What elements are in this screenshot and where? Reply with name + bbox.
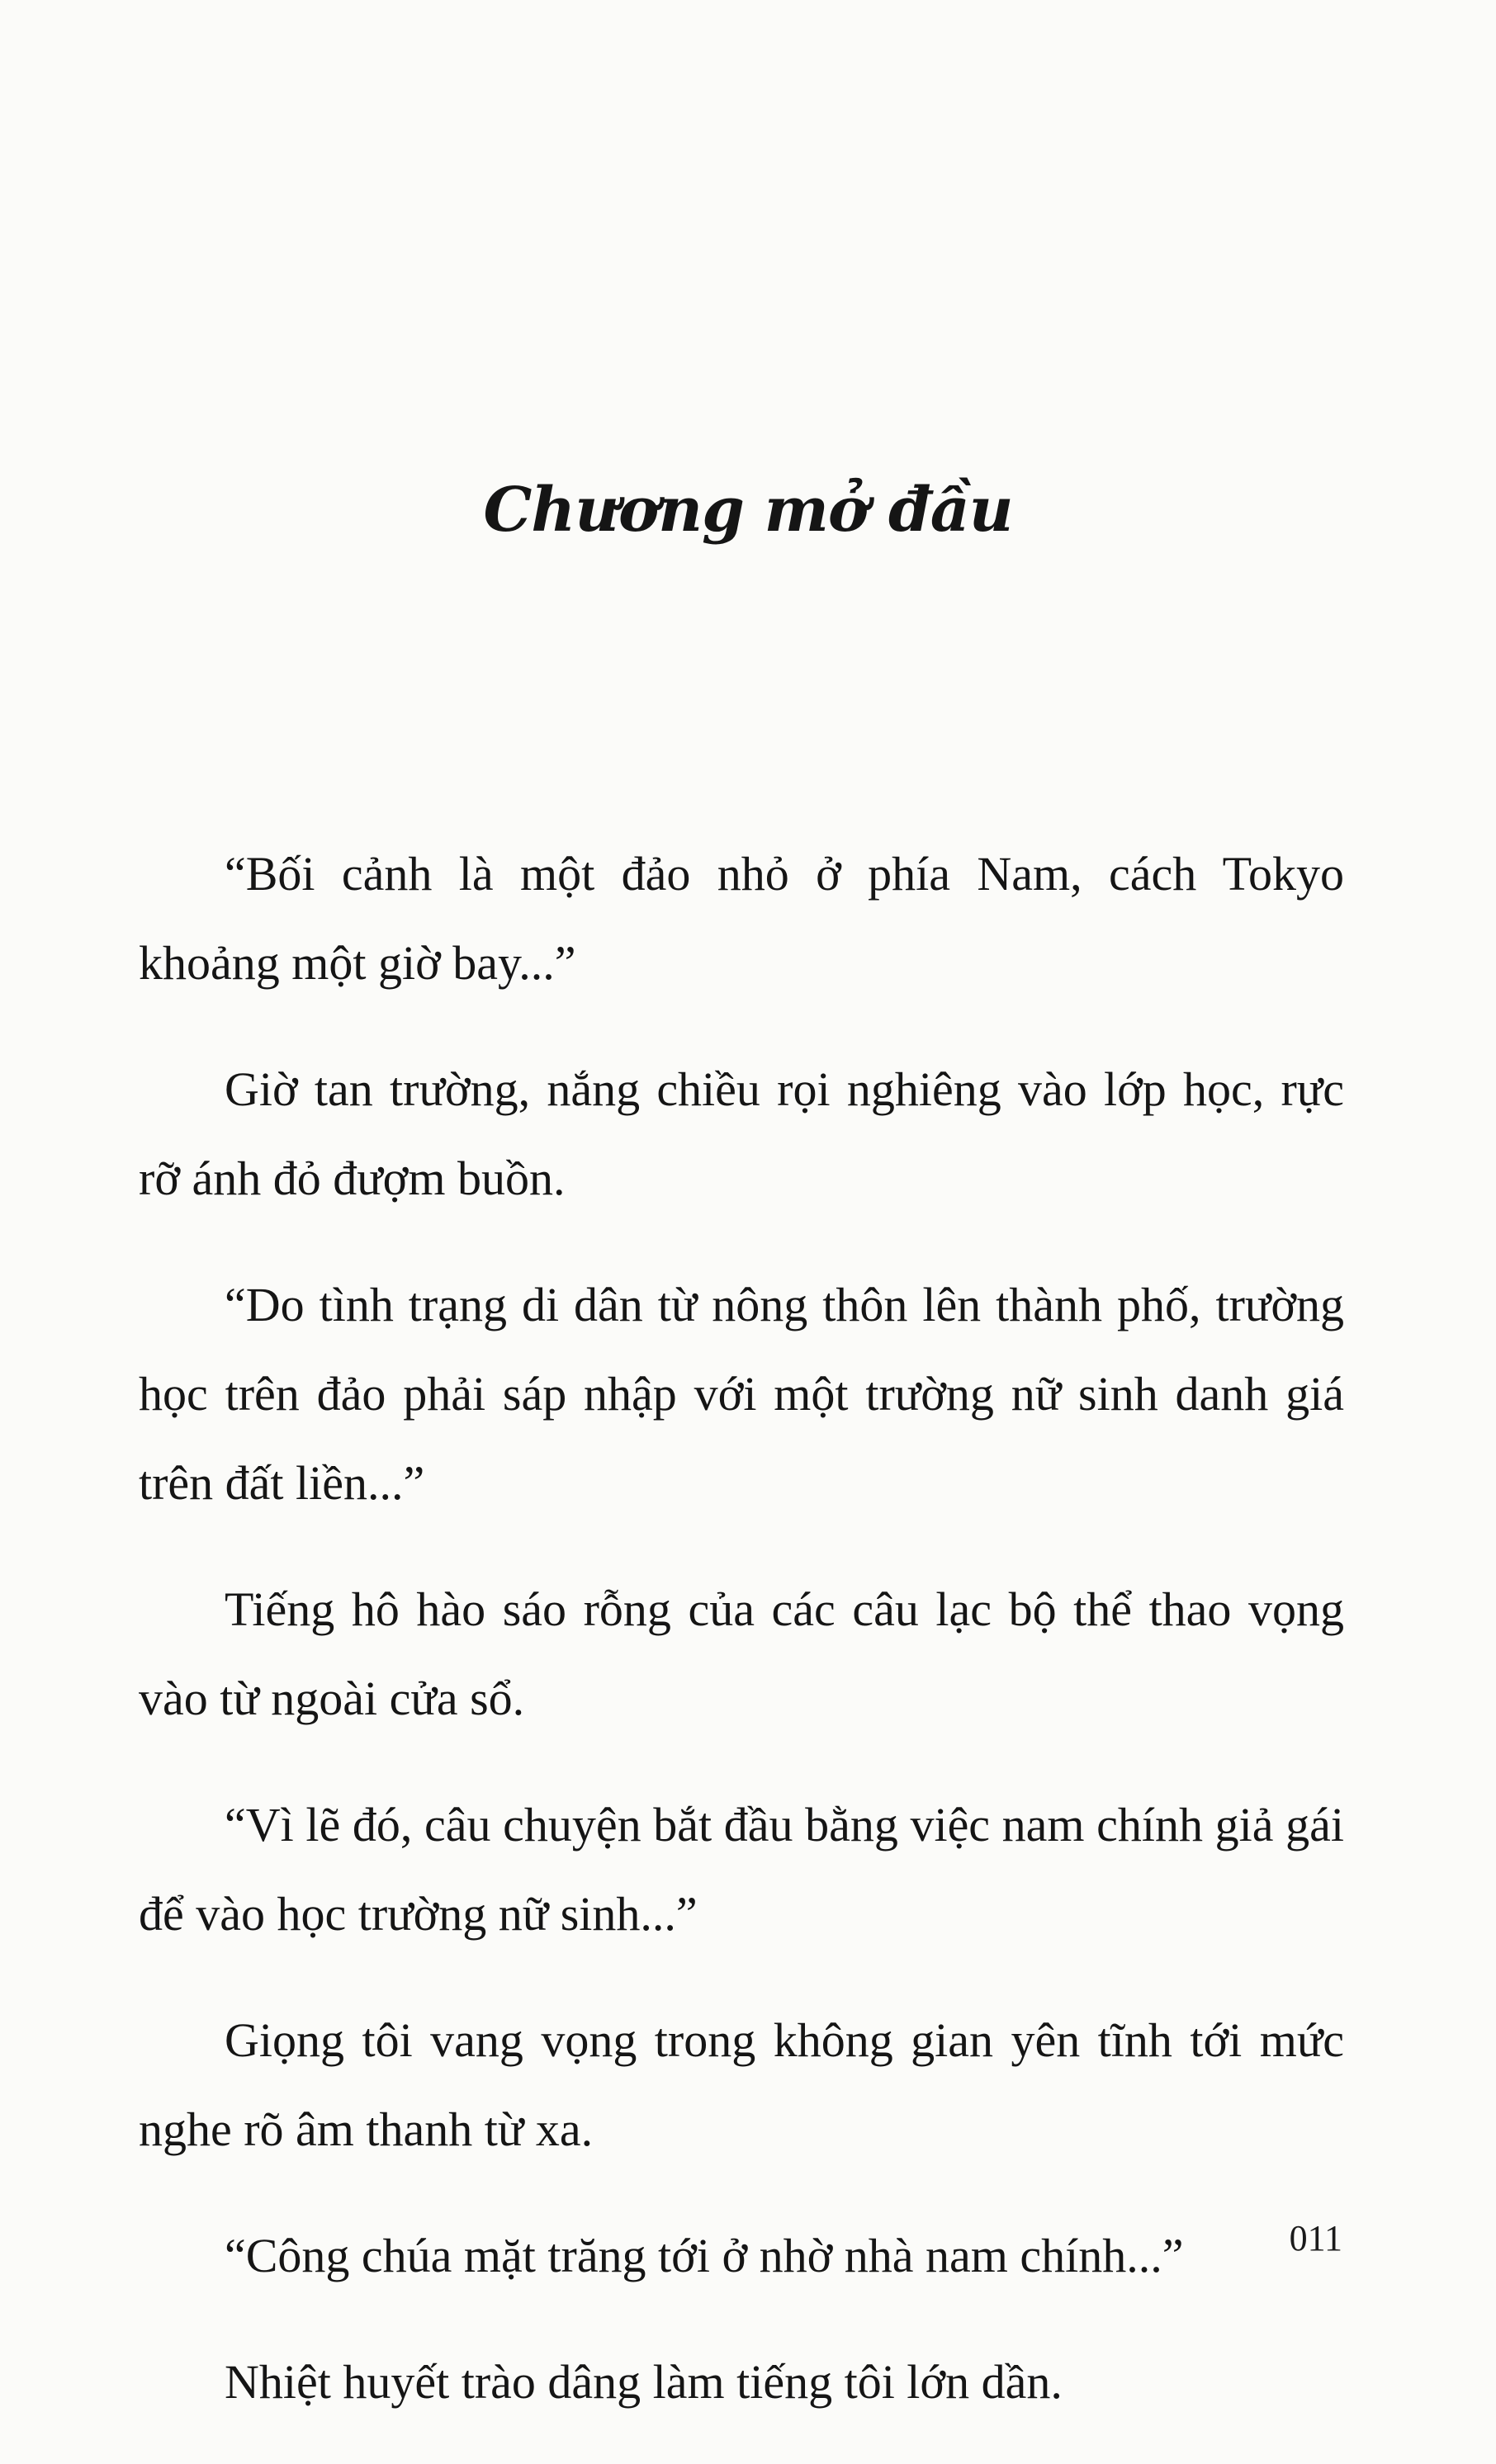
paragraph: Giọng tôi vang vọng trong không gian yên tĩnh tới mức nghe rõ âm thanh từ xa. [139,2013,1344,2156]
paragraph: Tiếng hô hào sáo rỗng của các câu lạc bộ thể thao vọng vào từ ngoài cửa sổ. [139,1582,1344,1725]
paragraph: “Do tình trạng di dân từ nông thôn lên thành phố, trường học trên đảo phải sáp nhập với một trường nữ sinh danh giá trên đất liền...” [139,1278,1344,1510]
paragraph: “Công chúa mặt trăng tới ở nhờ nhà nam chính...” [225,2229,1184,2282]
paragraph: Giờ tan trường, nắng chiều rọi nghiêng vào lớp học, rực rỡ ánh đỏ đượm buồn. [139,1062,1344,1205]
paragraph: Nhiệt huyết trào dâng làm tiếng tôi lớn dần. [225,2355,1063,2409]
paragraph: “Vì lẽ đó, câu chuyện bắt đầu bằng việc nam chính giả gái để vào học trường nữ sinh...” [139,1798,1344,1941]
paragraph: “Bối cảnh là một đảo nhỏ ở phía Nam, cách Tokyo khoảng một giờ bay...” [139,847,1344,990]
chapter-title: Chương mở đầu [483,475,1013,546]
page-number: 011 [1289,2218,1342,2258]
chapter-body [139,830,1344,2464]
